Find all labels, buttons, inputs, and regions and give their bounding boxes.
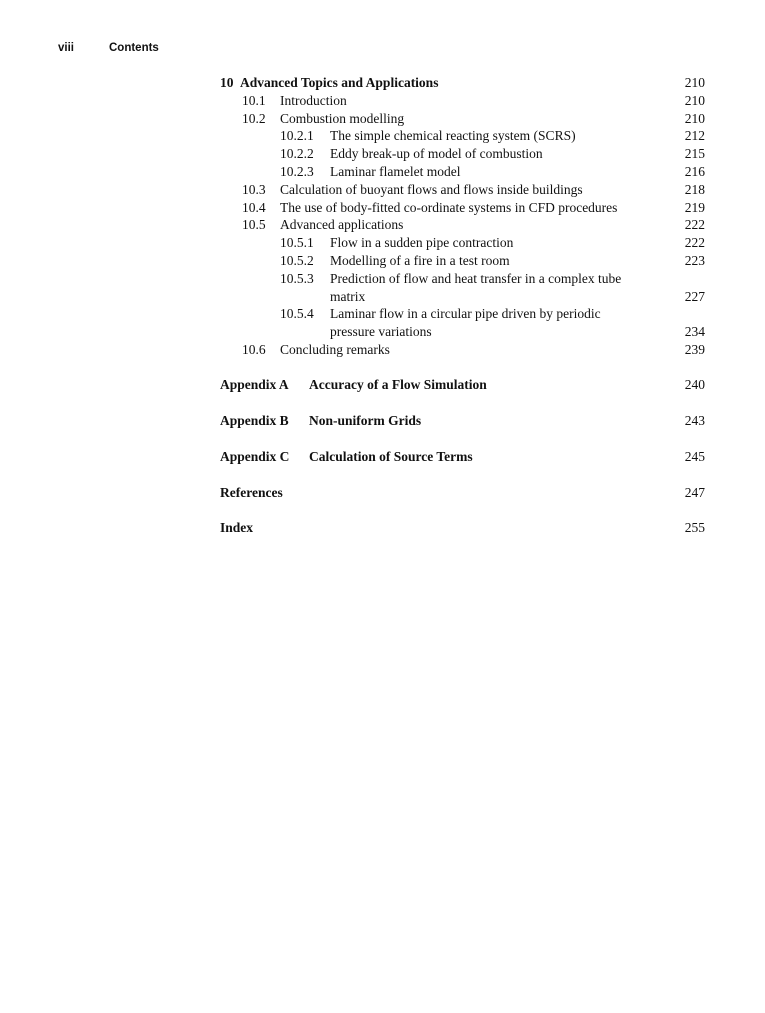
toc-entry[interactable] <box>220 341 705 359</box>
appendix-label: Appendix B <box>220 413 289 428</box>
references-title: References <box>220 485 283 500</box>
toc-entry[interactable] <box>220 199 705 217</box>
entry-page: 210 <box>684 110 705 126</box>
entry-number: 10.6 <box>242 341 266 357</box>
entry-page: 223 <box>684 252 705 268</box>
entry-number: 10.4 <box>242 199 266 215</box>
entry-title: Advanced applications <box>280 217 404 233</box>
entry-page: 212 <box>684 128 705 144</box>
appendix-label: Appendix A <box>220 377 289 392</box>
entry-title: Introduction <box>280 92 347 108</box>
entry-title: matrix <box>330 288 366 304</box>
toc-appendix-a[interactable] <box>220 377 705 395</box>
toc-entry[interactable] <box>220 216 705 234</box>
entry-title: The use of body-fitted co-ordinate systems in CFD procedures <box>280 199 618 215</box>
toc-entry[interactable] <box>220 234 705 252</box>
toc-references[interactable] <box>220 485 705 503</box>
entry-number: 10.5.3 <box>280 270 314 286</box>
toc-entry[interactable] <box>220 145 705 163</box>
entry-title: Eddy break-up of model of combustion <box>330 146 543 162</box>
entry-page: 219 <box>684 199 705 215</box>
appendix-title: Calculation of Source Terms <box>309 449 473 464</box>
toc-index[interactable] <box>220 520 705 538</box>
toc-entry[interactable] <box>220 252 705 270</box>
entry-page: 210 <box>684 92 705 108</box>
entry-page: 239 <box>684 341 705 357</box>
chapter-title: Advanced Topics and Applications <box>240 75 439 90</box>
references-page: 247 <box>684 485 705 500</box>
index-title: Index <box>220 520 254 535</box>
page-number: viii <box>58 42 74 54</box>
entry-title: The simple chemical reacting system (SCRS) <box>330 128 576 144</box>
entry-page: 218 <box>684 181 705 197</box>
entry-page: 234 <box>684 324 705 340</box>
entry-number: 10.5 <box>242 217 266 233</box>
entry-title: Flow in a sudden pipe contraction <box>330 235 514 251</box>
toc-appendix-c[interactable] <box>220 449 705 467</box>
entry-number: 10.5.1 <box>280 235 314 251</box>
entry-page: 215 <box>684 146 705 162</box>
toc-chapter-10 <box>220 74 705 359</box>
chapter-page: 210 <box>684 75 705 90</box>
entry-title: Concluding remarks <box>280 341 390 357</box>
entry-page: 216 <box>684 163 705 179</box>
toc-entry[interactable] <box>220 305 705 323</box>
toc-appendix-b[interactable] <box>220 413 705 431</box>
chapter-number: 10 <box>220 75 234 90</box>
running-head <box>58 42 159 54</box>
running-title: Contents <box>109 42 159 54</box>
entry-title: pressure variations <box>330 324 432 340</box>
toc-entry-continuation[interactable] <box>220 323 705 341</box>
entry-page: 222 <box>684 235 705 251</box>
entry-page: 227 <box>684 288 705 304</box>
toc-entry[interactable] <box>220 127 705 145</box>
appendix-title: Non-uniform Grids <box>309 413 422 428</box>
appendix-title: Accuracy of a Flow Simulation <box>309 377 487 392</box>
entry-title: Calculation of buoyant flows and flows inside buildings <box>280 181 583 197</box>
index-page: 255 <box>684 520 705 535</box>
appendix-page: 243 <box>684 413 705 428</box>
entry-title: Modelling of a fire in a test room <box>330 252 510 268</box>
entry-number: 10.2.1 <box>280 128 314 144</box>
appendix-page: 245 <box>684 449 705 464</box>
entry-title: Combustion modelling <box>280 110 405 126</box>
entry-number: 10.2 <box>242 110 266 126</box>
entry-number: 10.5.4 <box>280 306 314 322</box>
toc-entry[interactable] <box>220 181 705 199</box>
entry-number: 10.3 <box>242 181 266 197</box>
entry-title: Laminar flow in a circular pipe driven by periodic <box>330 306 601 322</box>
entry-number: 10.2.3 <box>280 163 314 179</box>
entry-number: 10.1 <box>242 92 266 108</box>
appendix-page: 240 <box>684 377 705 392</box>
toc-entry-continuation[interactable] <box>220 288 705 306</box>
entry-page: 222 <box>684 217 705 233</box>
toc-entry[interactable] <box>220 270 705 288</box>
toc-entry[interactable] <box>220 92 705 110</box>
appendix-label: Appendix C <box>220 449 290 464</box>
toc-entry[interactable] <box>220 110 705 128</box>
toc-chapter-heading[interactable] <box>220 74 705 92</box>
entry-title: Prediction of flow and heat transfer in a complex tube <box>330 270 622 286</box>
entry-number: 10.2.2 <box>280 146 314 162</box>
entry-title: Laminar flamelet model <box>330 163 461 179</box>
entry-number: 10.5.2 <box>280 252 314 268</box>
toc-entry[interactable] <box>220 163 705 181</box>
